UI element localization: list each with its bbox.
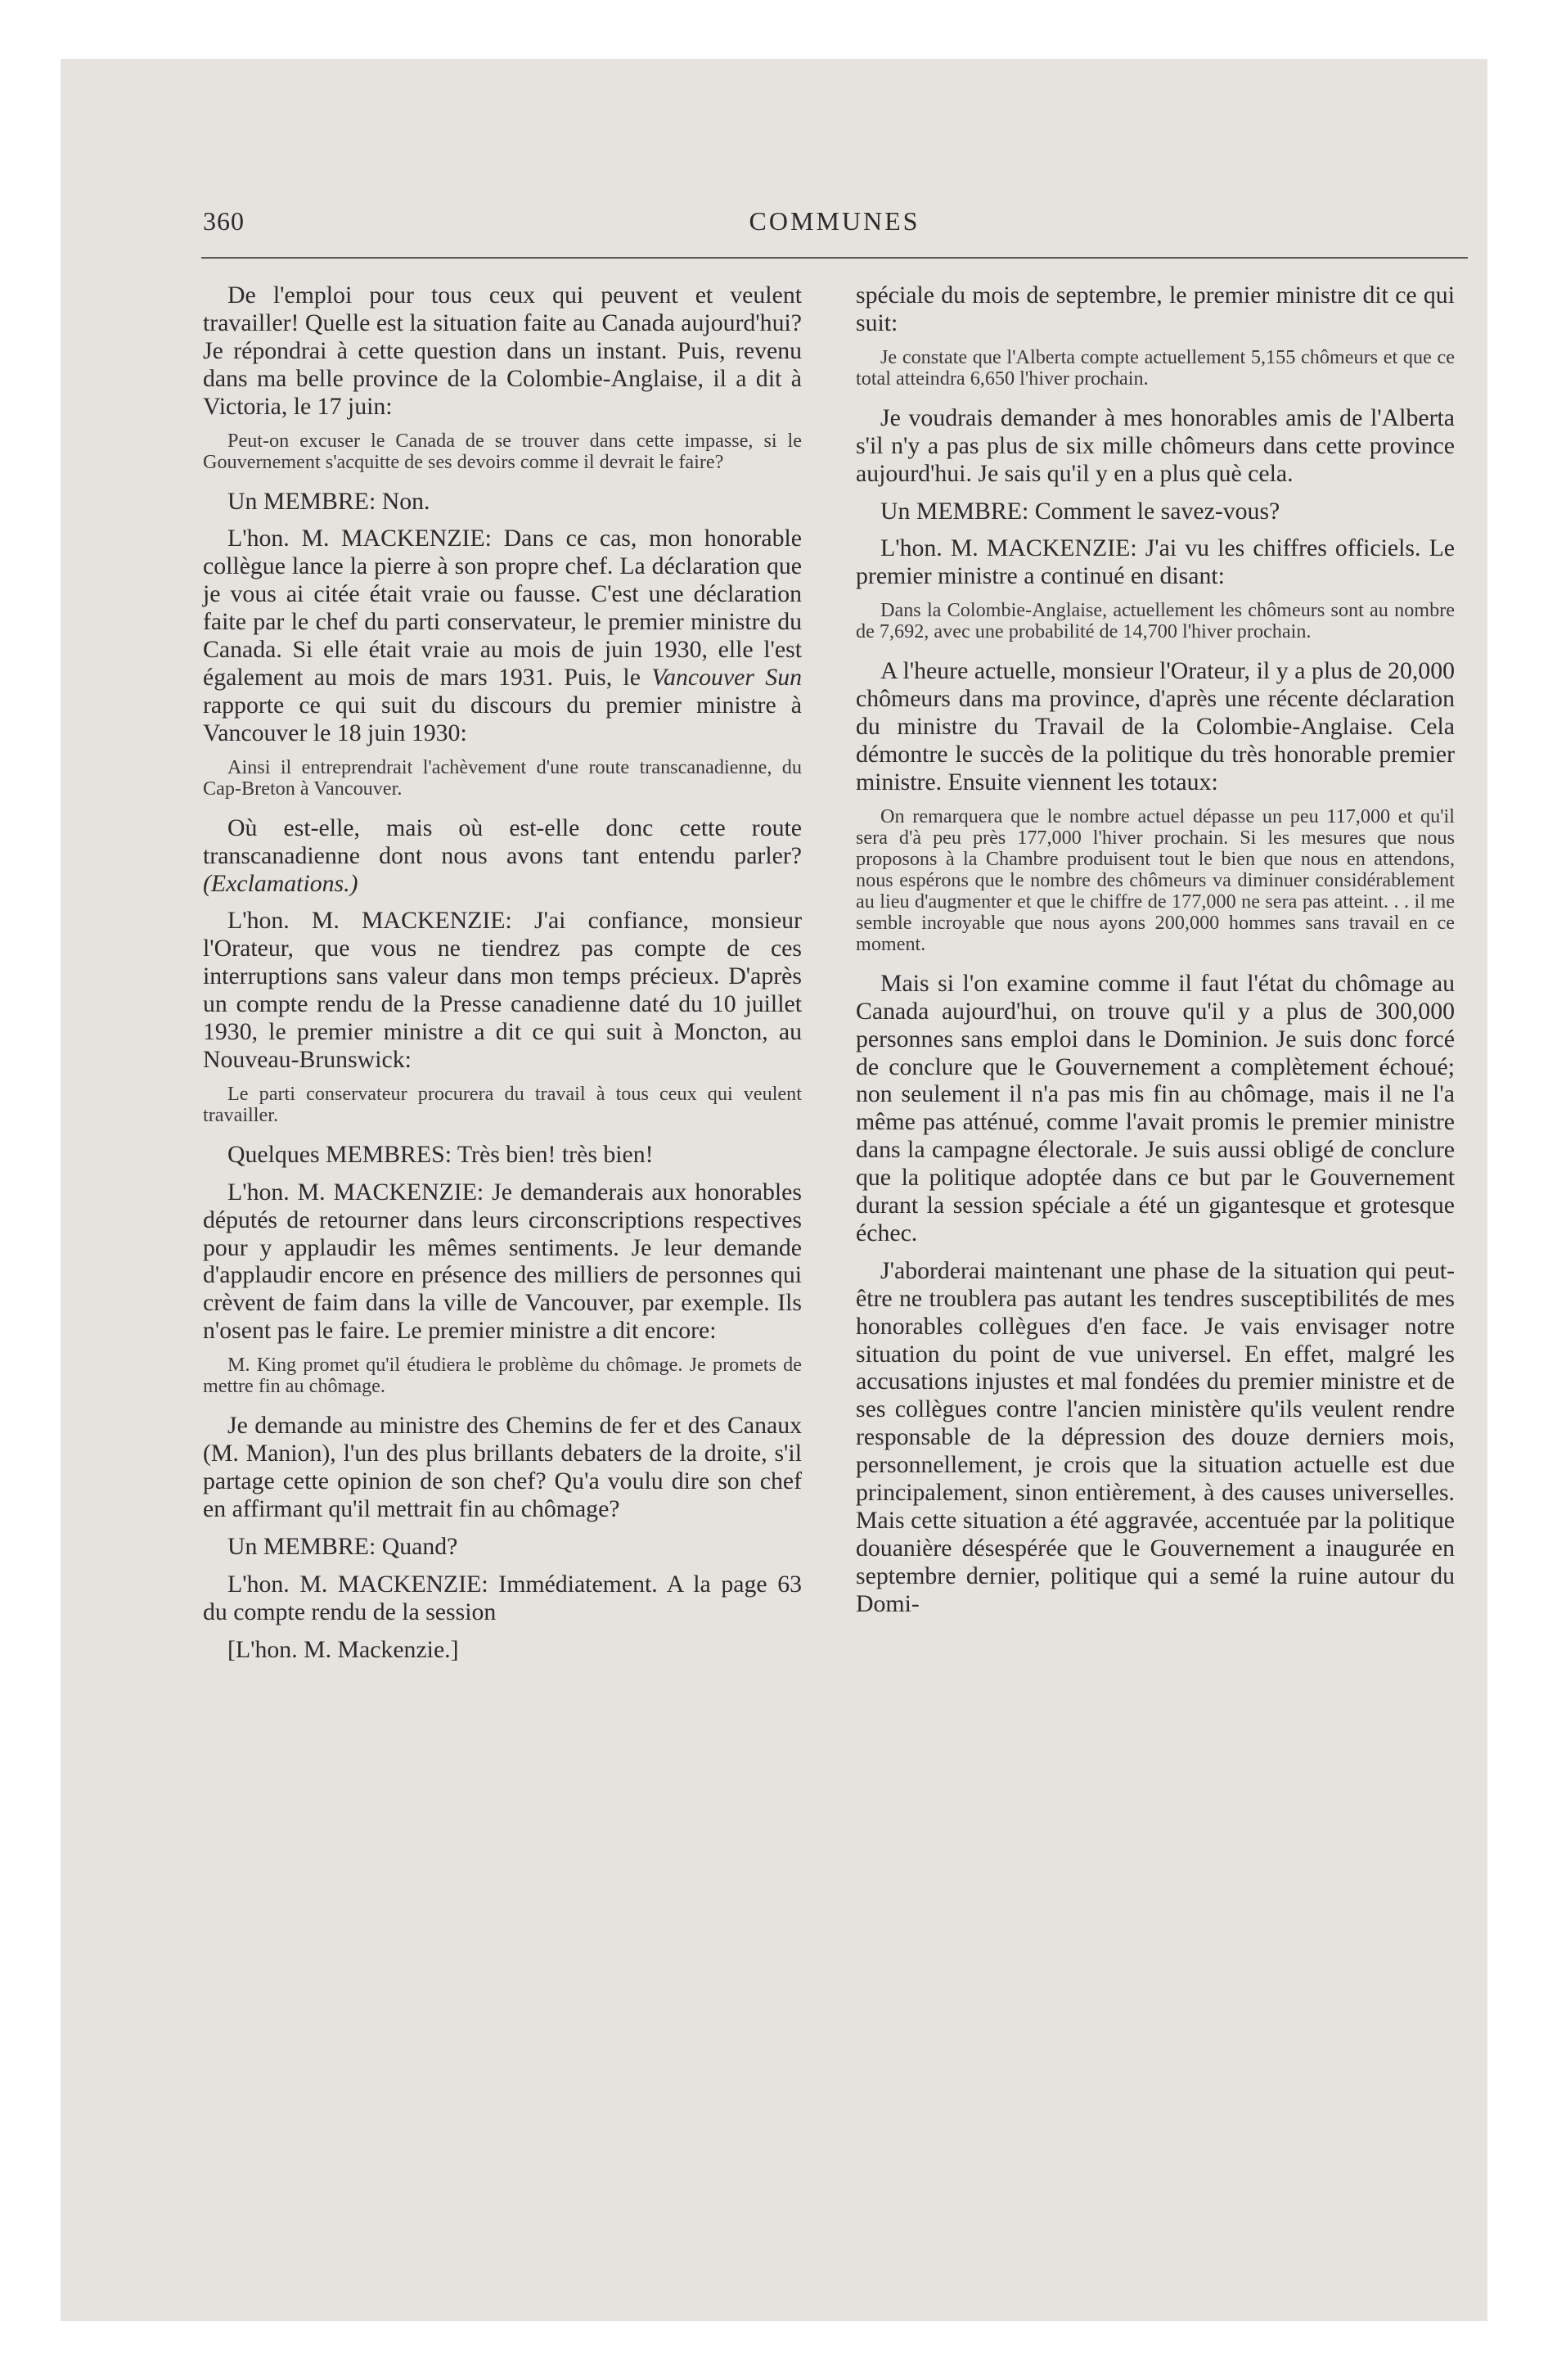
text-segment: Je voudrais demander à mes honorables amis de l'Alberta s'il n'y a pas plus de six mille chômeurs dans cette province aujourd'hui. Je sais qu'il y en a plus què cela. <box>856 403 1455 487</box>
text-segment: L'hon. M. MACKENZIE: Immédiatement. A la page 63 du compte rendu de la session <box>203 1570 802 1625</box>
right-column <box>856 282 1455 1628</box>
speaker-paragraph <box>203 907 802 1073</box>
text-segment: L'hon. M. MACKENZIE: Dans ce cas, mon honorable collègue lance la pierre à son propre chef. La déclaration que je vous ai citée était vraie ou fausse. C'est une déclaration faite par le chef du parti conservateur, le premier ministre du Canada. Si elle était vraie au mois de juin 1930, elle l'est également au mois de mars 1931. Puis, le <box>203 525 802 691</box>
text-segment: Peut-on excuser le Canada de se trouver dans cette impasse, si le Gouvernement s'acquitte de ses devoirs comme il devrait le faire? <box>203 429 802 473</box>
page-header <box>201 200 1468 249</box>
italic-text: Vancouver Sun <box>651 663 802 691</box>
speaker-paragraph <box>203 525 802 746</box>
quoted-text <box>203 757 802 800</box>
quoted-text <box>203 1084 802 1126</box>
page-number: 360 <box>203 206 245 236</box>
speaker-paragraph <box>203 1179 802 1345</box>
scanned-page <box>61 59 1487 2321</box>
speaker-paragraph <box>203 488 802 516</box>
text-segment: rapporte ce qui suit du discours du premier ministre à Vancouver le 18 juin 1930: <box>203 691 802 746</box>
paragraph-continued <box>856 282 1455 337</box>
text-segment: L'hon. M. MACKENZIE: J'ai confiance, monsieur l'Orateur, que vous ne tiendrez pas compte de ces interruptions sans valeur dans mon temps précieux. D'après un compte rendu de la Presse canadienne daté du 10 juillet 1930, le premier ministre a dit ce qui suit à Moncton, au Nouveau-Brunswick: <box>203 907 802 1073</box>
paragraph <box>856 970 1455 1247</box>
text-segment: Quelques MEMBRES: Très bien! très bien! <box>227 1140 654 1168</box>
speaker-paragraph <box>203 1533 802 1561</box>
paragraph <box>203 282 802 421</box>
text-segment: J'aborderai maintenant une phase de la situation qui peut-être ne troublera pas autant les tendres susceptibilités de mes honorables collègues d'en face. Je vais envisager notre situation du point de vue universel. En effet, malgré les accusations injustes et mal fondées du premier ministre et de ses collègues contre l'ancien ministère qu'ils veulent rendre responsable de la dépression des douze derniers mois, personnellement, je crois que la situation actuelle est due principalement, sinon entièrement, à des causes universelles. Mais cette situation a été aggravée, accentuée par la politique douanière désespérée que le Gouvernement a inaugurée en septembre dernier, politique qui a semé la ruine autour du Domi- <box>856 1256 1455 1617</box>
text-segment: Où est-elle, mais où est-elle donc cette route transcanadienne dont nous avons tant entendu parler? <box>203 814 802 869</box>
text-segment: Mais si l'on examine comme il faut l'état du chômage au Canada aujourd'hui, on trouve qu'il y a plus de 300,000 personnes sans emploi dans le Dominion. Je suis donc forcé de conclure que le Gouvernement a complètement échoué; non seulement il n'a pas mis fin au chômage, mais il ne l'a même pas atténué, comme l'avait promis le premier ministre dans la campagne électorale. Je suis aussi obligé de conclure que la politique adoptée dans ce but par le Gouvernement durant la session spéciale a été un gigantesque et grotesque échec. <box>856 969 1455 1246</box>
text-segment: De l'emploi pour tous ceux qui peuvent et veulent travailler! Quelle est la situation faite au Canada aujourd'hui? Je répondrai à cette question dans un instant. Puis, revenu dans ma belle province de la Colombie-Anglaise, il a dit à Victoria, le 17 juin: <box>203 282 802 420</box>
paragraph <box>856 657 1455 796</box>
text-segment: L'hon. M. MACKENZIE: Je demanderais aux honorables députés de retourner dans leurs circonscriptions respectives pour y applaudir les mêmes sentiments. Je leur demande d'applaudir encore en présence des milliers de personnes qui crèvent de faim dans la ville de Vancouver, par exemple. Ils n'osent pas le faire. Le premier ministre a dit encore: <box>203 1178 802 1345</box>
speaker-paragraph <box>856 534 1455 590</box>
paragraph <box>856 1257 1455 1618</box>
header-rule <box>201 257 1468 259</box>
quoted-text <box>203 1355 802 1397</box>
speaker-attribution <box>203 1636 802 1664</box>
text-segment: A l'heure actuelle, monsieur l'Orateur, il y a plus de 20,000 chômeurs dans ma province, d'après une récente déclaration du ministre du Travail de la Colombie-Anglaise. Cela démontre le succès de la politique du très honorable premier ministre. Ensuite viennent les totaux: <box>856 657 1455 796</box>
text-segment: Le parti conservateur procurera du travail à tous ceux qui veulent travailler. <box>203 1082 802 1126</box>
text-segment: Un MEMBRE: Comment le savez-vous? <box>880 497 1280 525</box>
page-content <box>201 200 1468 2262</box>
italic-text: (Exclamations.) <box>203 869 358 897</box>
text-segment: [L'hon. M. Mackenzie.] <box>227 1635 459 1663</box>
left-column <box>203 282 802 1673</box>
speaker-paragraph <box>203 1571 802 1626</box>
text-segment: Ainsi il entreprendrait l'achèvement d'une route transcanadienne, du Cap-Breton à Vancouver. <box>203 755 802 800</box>
text-segment: Un MEMBRE: Quand? <box>227 1532 458 1560</box>
quoted-text <box>856 806 1455 955</box>
quoted-text <box>203 430 802 473</box>
speaker-paragraph <box>203 1141 802 1169</box>
paragraph <box>203 814 802 898</box>
text-segment: spéciale du mois de septembre, le premier ministre dit ce qui suit: <box>856 282 1455 336</box>
running-head: COMMUNES <box>749 206 920 236</box>
paragraph <box>856 404 1455 488</box>
paragraph <box>203 1412 802 1523</box>
text-segment: Un MEMBRE: Non. <box>227 487 430 515</box>
quoted-text <box>856 600 1455 642</box>
text-segment: On remarquera que le nombre actuel dépasse un peu 117,000 et qu'il sera d'à peu près 177,000 l'hiver prochain. Si les mesures que nous proposons à la Chambre produisent tout le bien que nous en attendons, nous espérons que le nombre des chômeurs va diminuer considérablement au lieu d'augmenter et que le chiffre de 177,000 ne sera pas atteint. . . il me semble incroyable que nous ayons 200,000 hommes sans travail en ce moment. <box>856 805 1455 955</box>
text-segment: Je constate que l'Alberta compte actuellement 5,155 chômeurs et que ce total atteindra 6,650 l'hiver prochain. <box>856 345 1455 390</box>
text-segment: Je demande au ministre des Chemins de fer et des Canaux (M. Manion), l'un des plus brillants debaters de la droite, s'il partage cette opinion de son chef? Qu'a voulu dire son chef en affirmant qu'il mettrait fin au chômage? <box>203 1412 802 1522</box>
speaker-paragraph <box>856 498 1455 525</box>
text-segment: L'hon. M. MACKENZIE: J'ai vu les chiffres officiels. Le premier ministre a continué en disant: <box>856 534 1455 590</box>
text-segment: Dans la Colombie-Anglaise, actuellement les chômeurs sont au nombre de 7,692, avec une probabilité de 14,700 l'hiver prochain. <box>856 599 1455 643</box>
quoted-text <box>856 347 1455 390</box>
text-segment: M. King promet qu'il étudiera le problème du chômage. Je promets de mettre fin au chômage. <box>203 1354 802 1398</box>
